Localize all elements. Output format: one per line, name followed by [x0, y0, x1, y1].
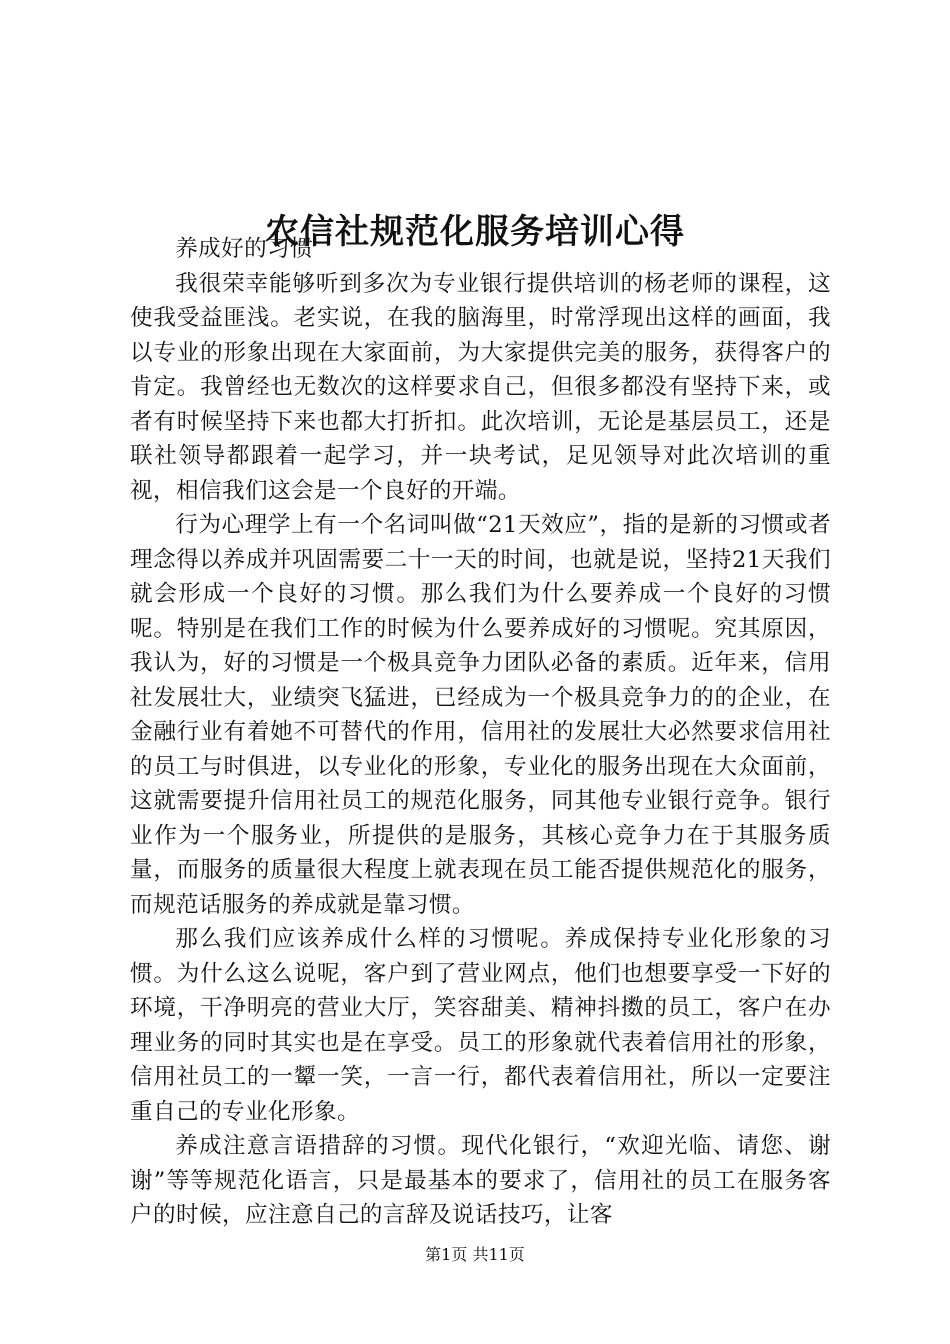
page-number-footer: 第1页 共11页 — [425, 1245, 525, 1264]
paragraph: 那么我们应该养成什么样的习惯呢。养成保持专业化形象的习惯。为什么这么说呢，客户到了营业网点，他们也想要享受一下好的环境，干净明亮的营业大厅，笑容甜美、精神抖擞的员工，客户在办理业务的同时其实也是在享受。员工的形象就代表着信用社的形象，信用社员工的一颦一笑，一言一行，都代表着信用社，所以一定要注重自己的专业化形象。 — [130, 926, 831, 1125]
paragraph-subheading: 养成好的习惯 — [175, 236, 314, 262]
document-title: 农信社规范化服务培训心得 — [265, 211, 685, 252]
paragraph: 养成注意言语措辞的习惯。现代化银行，“欢迎光临、请您、谢谢”等等规范化语言，只是最基本的要求了，信用社的员工在服务客户的时候，应注意自己的言辞及说话技巧，让客 — [130, 1133, 831, 1228]
document-body — [130, 232, 831, 1233]
paragraph: 行为心理学上有一个名词叫做“21天效应”，指的是新的习惯或者理念得以养成并巩固需要二十一天的时间，也就是说，坚持21天我们就会形成一个良好的习惯。那么我们为什么要养成一个良好的习惯呢。特别是在我们工作的时候为什么要养成好的习惯呢。究其原因，我认为，好的习惯是一个极具竞争力团队必备的素质。近年来，信用社发展壮大，业绩突飞猛进，已经成为一个极具竞争力的的企业，在金融行业有着她不可替代的作用，信用社的发展壮大必然要求信用社的员工与时俱进，以专业化的形象，专业化的服务出现在大众面前，这就需要提升信用社员工的规范化服务，同其他专业银行竞争。银行业作为一个服务业，所提供的是服务，其核心竞争力在于其服务质量，而服务的质量很大程度上就表现在员工能否提供规范化的服务，而规范话服务的养成就是靠习惯。 — [130, 512, 831, 918]
paragraph: 我很荣幸能够听到多次为专业银行提供培训的杨老师的课程，这使我受益匪浅。老实说，在我的脑海里，时常浮现出这样的画面，我以专业的形象出现在大家面前，为大家提供完美的服务，获得客户的肯定。我曾经也无数次的这样要求自己，但很多都没有坚持下来，或者有时候坚持下来也都大打折扣。此次培训，无论是基层员工，还是联社领导都跟着一起学习，并一块考试，足见领导对此次培训的重视，相信我们这会是一个良好的开端。 — [130, 270, 831, 504]
